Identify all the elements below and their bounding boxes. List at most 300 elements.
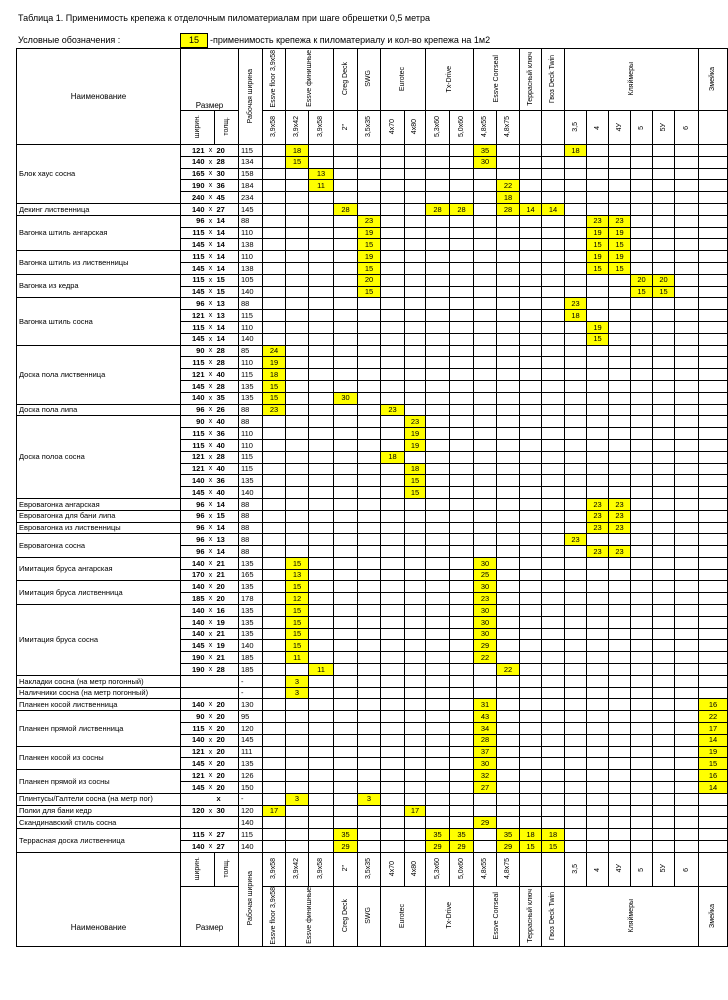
value-cell bbox=[474, 416, 497, 428]
footer-group bbox=[699, 886, 728, 946]
value-cell bbox=[474, 805, 497, 817]
size-width: 190 bbox=[181, 664, 207, 676]
size-x: x bbox=[207, 203, 215, 215]
value-cell bbox=[263, 675, 286, 687]
value-cell bbox=[286, 274, 309, 286]
value-cell bbox=[542, 251, 565, 263]
value-cell bbox=[286, 534, 309, 546]
value-cell bbox=[286, 404, 309, 416]
value-cell bbox=[565, 345, 587, 357]
value-cell bbox=[358, 770, 381, 782]
value-cell bbox=[653, 203, 675, 215]
value-cell bbox=[309, 428, 334, 440]
value-cell bbox=[520, 593, 542, 605]
size-x: x bbox=[207, 782, 215, 794]
value-cell bbox=[286, 416, 309, 428]
value-cell bbox=[309, 687, 334, 699]
size-thickness: 13 bbox=[215, 298, 239, 310]
value-cell bbox=[520, 770, 542, 782]
value-cell bbox=[542, 640, 565, 652]
value-cell bbox=[309, 498, 334, 510]
vertical-label: Гвоз Deck Twin bbox=[549, 54, 557, 103]
value-cell bbox=[609, 793, 631, 805]
value-cell: 15 bbox=[405, 487, 426, 499]
working-width: 158 bbox=[239, 168, 263, 180]
header-sub bbox=[565, 111, 587, 145]
value-cell: 23 bbox=[565, 534, 587, 546]
value-cell: 23 bbox=[609, 510, 631, 522]
vertical-label: Essve финишные bbox=[305, 887, 313, 945]
value-cell bbox=[450, 546, 474, 558]
value-cell bbox=[450, 439, 474, 451]
value-cell bbox=[587, 428, 609, 440]
value-cell bbox=[609, 298, 631, 310]
value-cell bbox=[675, 251, 699, 263]
size-x: x bbox=[207, 321, 215, 333]
value-cell bbox=[309, 380, 334, 392]
value-cell bbox=[358, 723, 381, 735]
working-width: 140 bbox=[239, 286, 263, 298]
value-cell: 23 bbox=[587, 215, 609, 227]
working-width: 88 bbox=[239, 534, 263, 546]
value-cell bbox=[520, 369, 542, 381]
value-cell bbox=[497, 380, 520, 392]
value-cell bbox=[542, 345, 565, 357]
value-cell bbox=[699, 664, 728, 676]
size-width: 140 bbox=[181, 628, 207, 640]
value-cell bbox=[405, 699, 426, 711]
footer-sub bbox=[497, 852, 520, 886]
value-cell bbox=[565, 758, 587, 770]
value-cell bbox=[653, 581, 675, 593]
value-cell bbox=[263, 439, 286, 451]
value-cell bbox=[474, 841, 497, 853]
vertical-label: 3,9x42 bbox=[293, 116, 301, 138]
value-cell bbox=[520, 734, 542, 746]
value-cell bbox=[450, 310, 474, 322]
value-cell bbox=[565, 628, 587, 640]
value-cell bbox=[358, 180, 381, 192]
value-cell bbox=[405, 156, 426, 168]
value-cell bbox=[520, 805, 542, 817]
value-cell bbox=[450, 723, 474, 735]
value-cell: 23 bbox=[587, 546, 609, 558]
value-cell bbox=[542, 793, 565, 805]
value-cell bbox=[542, 616, 565, 628]
size-width: 140 bbox=[181, 841, 207, 853]
value-cell bbox=[381, 498, 405, 510]
working-width: 185 bbox=[239, 652, 263, 664]
vertical-label: SWG bbox=[365, 907, 373, 924]
value-cell: 16 bbox=[699, 699, 728, 711]
value-cell: 23 bbox=[587, 522, 609, 534]
value-cell bbox=[675, 522, 699, 534]
value-cell bbox=[565, 215, 587, 227]
value-cell bbox=[609, 369, 631, 381]
value-cell bbox=[631, 569, 653, 581]
size-width: 96 bbox=[181, 546, 207, 558]
value-cell bbox=[565, 829, 587, 841]
value-cell bbox=[609, 274, 631, 286]
value-cell bbox=[520, 522, 542, 534]
value-cell bbox=[474, 487, 497, 499]
size-x: x bbox=[207, 251, 215, 263]
value-cell bbox=[358, 298, 381, 310]
working-width: 165 bbox=[239, 569, 263, 581]
table-row bbox=[17, 145, 728, 157]
vertical-label: 3,5x35 bbox=[365, 858, 373, 880]
value-cell bbox=[565, 687, 587, 699]
value-cell bbox=[565, 746, 587, 758]
working-width: 85 bbox=[239, 345, 263, 357]
table-row bbox=[17, 510, 728, 522]
value-cell bbox=[426, 546, 450, 558]
value-cell: 15 bbox=[286, 156, 309, 168]
size-width: 140 bbox=[181, 734, 207, 746]
product-name: Вагонка штиль сосна bbox=[17, 298, 181, 345]
value-cell bbox=[542, 439, 565, 451]
size-thickness: 20 bbox=[215, 758, 239, 770]
table-row bbox=[17, 817, 728, 829]
value-cell bbox=[309, 782, 334, 794]
value-cell bbox=[587, 369, 609, 381]
value-cell bbox=[334, 274, 358, 286]
value-cell bbox=[334, 581, 358, 593]
vertical-label: Essve финишные bbox=[305, 50, 313, 108]
value-cell bbox=[699, 687, 728, 699]
value-cell bbox=[609, 711, 631, 723]
value-cell bbox=[609, 404, 631, 416]
value-cell bbox=[699, 357, 728, 369]
value-cell bbox=[334, 793, 358, 805]
size-width: 145 bbox=[181, 487, 207, 499]
value-cell bbox=[587, 817, 609, 829]
value-cell bbox=[631, 180, 653, 192]
value-cell bbox=[334, 758, 358, 770]
size-thickness: 27 bbox=[215, 841, 239, 853]
value-cell bbox=[675, 770, 699, 782]
value-cell bbox=[334, 782, 358, 794]
value-cell bbox=[699, 274, 728, 286]
value-cell bbox=[653, 333, 675, 345]
size-thickness bbox=[215, 675, 239, 687]
vertical-label: 6 bbox=[682, 125, 690, 130]
value-cell bbox=[609, 487, 631, 499]
product-name: Планкен косой лиственница bbox=[17, 699, 181, 711]
size-thickness: 20 bbox=[215, 782, 239, 794]
value-cell bbox=[497, 593, 520, 605]
value-cell bbox=[675, 793, 699, 805]
value-cell bbox=[474, 345, 497, 357]
value-cell bbox=[405, 770, 426, 782]
size-thickness: 40 bbox=[215, 439, 239, 451]
working-width: 135 bbox=[239, 628, 263, 640]
value-cell bbox=[497, 404, 520, 416]
header-group bbox=[520, 49, 542, 111]
value-cell bbox=[450, 227, 474, 239]
value-cell: 15 bbox=[587, 262, 609, 274]
value-cell bbox=[699, 286, 728, 298]
value-cell bbox=[358, 581, 381, 593]
value-cell bbox=[520, 817, 542, 829]
value-cell: 29 bbox=[474, 640, 497, 652]
value-cell bbox=[675, 687, 699, 699]
value-cell bbox=[653, 310, 675, 322]
size-thickness: 14 bbox=[215, 215, 239, 227]
value-cell bbox=[609, 758, 631, 770]
value-cell bbox=[675, 475, 699, 487]
value-cell bbox=[565, 616, 587, 628]
value-cell bbox=[474, 451, 497, 463]
vertical-label: 5У bbox=[659, 864, 667, 873]
value-cell bbox=[263, 451, 286, 463]
value-cell bbox=[542, 782, 565, 794]
size-width: 185 bbox=[181, 593, 207, 605]
size-x: x bbox=[207, 652, 215, 664]
value-cell bbox=[334, 605, 358, 617]
footer-group bbox=[542, 886, 565, 946]
value-cell bbox=[474, 475, 497, 487]
value-cell bbox=[653, 451, 675, 463]
size-x: x bbox=[207, 699, 215, 711]
size-thickness: 30 bbox=[215, 168, 239, 180]
value-cell bbox=[653, 180, 675, 192]
value-cell bbox=[263, 652, 286, 664]
table-row bbox=[17, 522, 728, 534]
value-cell: 31 bbox=[474, 699, 497, 711]
value-cell bbox=[565, 546, 587, 558]
value-cell: 23 bbox=[381, 404, 405, 416]
value-cell bbox=[309, 711, 334, 723]
value-cell bbox=[699, 841, 728, 853]
value-cell bbox=[565, 404, 587, 416]
value-cell bbox=[631, 463, 653, 475]
value-cell bbox=[263, 180, 286, 192]
value-cell bbox=[474, 829, 497, 841]
value-cell bbox=[381, 262, 405, 274]
size-thickness: 27 bbox=[215, 203, 239, 215]
value-cell bbox=[675, 203, 699, 215]
value-cell bbox=[609, 723, 631, 735]
value-cell bbox=[381, 534, 405, 546]
value-cell bbox=[497, 640, 520, 652]
value-cell: 14 bbox=[542, 203, 565, 215]
value-cell bbox=[309, 239, 334, 251]
value-cell bbox=[450, 593, 474, 605]
value-cell: 18 bbox=[286, 145, 309, 157]
working-width: 88 bbox=[239, 298, 263, 310]
value-cell bbox=[565, 581, 587, 593]
value-cell bbox=[565, 605, 587, 617]
value-cell bbox=[565, 227, 587, 239]
size-width: 121 bbox=[181, 451, 207, 463]
size-x: x bbox=[207, 215, 215, 227]
value-cell bbox=[381, 699, 405, 711]
footer-sub bbox=[405, 852, 426, 886]
value-cell bbox=[565, 321, 587, 333]
value-cell bbox=[309, 345, 334, 357]
size-x: x bbox=[207, 593, 215, 605]
value-cell bbox=[653, 262, 675, 274]
value-cell bbox=[334, 439, 358, 451]
value-cell bbox=[542, 723, 565, 735]
vertical-label: 5 bbox=[637, 867, 645, 872]
size-x: x bbox=[207, 510, 215, 522]
working-width: 140 bbox=[239, 333, 263, 345]
value-cell: 19 bbox=[587, 227, 609, 239]
footer-sub bbox=[587, 852, 609, 886]
value-cell bbox=[309, 227, 334, 239]
value-cell bbox=[542, 156, 565, 168]
vertical-label: Террасный ключ bbox=[526, 888, 534, 943]
value-cell bbox=[286, 664, 309, 676]
value-cell bbox=[542, 298, 565, 310]
value-cell bbox=[587, 286, 609, 298]
value-cell bbox=[631, 605, 653, 617]
value-cell bbox=[520, 687, 542, 699]
value-cell: 22 bbox=[497, 180, 520, 192]
working-width: 135 bbox=[239, 616, 263, 628]
working-width: 126 bbox=[239, 770, 263, 782]
value-cell bbox=[381, 782, 405, 794]
value-cell bbox=[699, 616, 728, 628]
value-cell bbox=[334, 180, 358, 192]
value-cell bbox=[609, 286, 631, 298]
value-cell: 15 bbox=[631, 286, 653, 298]
value-cell bbox=[565, 734, 587, 746]
value-cell bbox=[426, 310, 450, 322]
footer-sub bbox=[565, 852, 587, 886]
product-name: Блок хаус сосна bbox=[17, 145, 181, 204]
value-cell bbox=[426, 652, 450, 664]
value-cell bbox=[497, 770, 520, 782]
value-cell bbox=[426, 569, 450, 581]
value-cell: 17 bbox=[405, 805, 426, 817]
size-width: 90 bbox=[181, 711, 207, 723]
value-cell bbox=[426, 380, 450, 392]
value-cell bbox=[609, 557, 631, 569]
vertical-label: 4x70 bbox=[388, 860, 396, 877]
value-cell bbox=[334, 298, 358, 310]
value-cell bbox=[565, 699, 587, 711]
size-thickness: 15 bbox=[215, 274, 239, 286]
value-cell: 19 bbox=[358, 227, 381, 239]
value-cell bbox=[631, 321, 653, 333]
footer-group bbox=[474, 886, 520, 946]
value-cell bbox=[675, 487, 699, 499]
vertical-label: 3,5x35 bbox=[365, 116, 373, 138]
value-cell bbox=[631, 793, 653, 805]
size-thickness: 28 bbox=[215, 156, 239, 168]
value-cell bbox=[631, 770, 653, 782]
value-cell bbox=[263, 463, 286, 475]
size-x: x bbox=[207, 723, 215, 735]
size-thickness: 14 bbox=[215, 227, 239, 239]
working-width: 88 bbox=[239, 510, 263, 522]
value-cell bbox=[334, 569, 358, 581]
value-cell bbox=[450, 770, 474, 782]
value-cell bbox=[381, 286, 405, 298]
value-cell bbox=[286, 345, 309, 357]
value-cell bbox=[381, 416, 405, 428]
value-cell: 20 bbox=[653, 274, 675, 286]
value-cell bbox=[334, 369, 358, 381]
value-cell bbox=[309, 734, 334, 746]
value-cell bbox=[631, 758, 653, 770]
header-size bbox=[181, 49, 239, 111]
value-cell bbox=[631, 817, 653, 829]
value-cell bbox=[263, 510, 286, 522]
value-cell bbox=[675, 805, 699, 817]
value-cell bbox=[675, 734, 699, 746]
size-thickness: 40 bbox=[215, 487, 239, 499]
value-cell bbox=[699, 605, 728, 617]
value-cell bbox=[653, 605, 675, 617]
value-cell: 19 bbox=[358, 251, 381, 263]
value-cell: 18 bbox=[497, 192, 520, 204]
value-cell bbox=[653, 628, 675, 640]
header-sub bbox=[286, 111, 309, 145]
value-cell bbox=[286, 168, 309, 180]
value-cell bbox=[497, 439, 520, 451]
value-cell: 22 bbox=[474, 652, 497, 664]
value-cell bbox=[450, 498, 474, 510]
value-cell bbox=[542, 286, 565, 298]
value-cell: 23 bbox=[587, 498, 609, 510]
value-cell: 18 bbox=[565, 145, 587, 157]
value-cell bbox=[309, 569, 334, 581]
value-cell bbox=[426, 345, 450, 357]
value-cell bbox=[405, 310, 426, 322]
value-cell bbox=[497, 487, 520, 499]
value-cell bbox=[263, 746, 286, 758]
value-cell bbox=[358, 380, 381, 392]
working-width: 130 bbox=[239, 699, 263, 711]
vertical-label: 5 bbox=[637, 125, 645, 130]
value-cell bbox=[565, 770, 587, 782]
legend-text: -применимость крепежа к пиломатериалу и кол-во крепежа на 1м2 bbox=[210, 35, 491, 45]
value-cell: 43 bbox=[474, 711, 497, 723]
value-cell bbox=[587, 439, 609, 451]
table-row bbox=[17, 746, 728, 758]
value-cell bbox=[587, 298, 609, 310]
value-cell bbox=[587, 557, 609, 569]
value-cell bbox=[405, 534, 426, 546]
value-cell bbox=[450, 793, 474, 805]
value-cell bbox=[450, 782, 474, 794]
value-cell bbox=[358, 829, 381, 841]
value-cell: 15 bbox=[286, 557, 309, 569]
working-width: - bbox=[239, 793, 263, 805]
value-cell bbox=[653, 534, 675, 546]
value-cell bbox=[497, 569, 520, 581]
value-cell bbox=[675, 192, 699, 204]
value-cell bbox=[334, 628, 358, 640]
value-cell bbox=[587, 675, 609, 687]
value-cell bbox=[565, 333, 587, 345]
value-cell bbox=[699, 593, 728, 605]
size-width bbox=[181, 793, 207, 805]
working-width: 120 bbox=[239, 805, 263, 817]
fastener-table bbox=[16, 48, 728, 947]
size-width: 140 bbox=[181, 581, 207, 593]
value-cell bbox=[286, 498, 309, 510]
value-cell bbox=[263, 793, 286, 805]
value-cell bbox=[405, 262, 426, 274]
value-cell bbox=[405, 203, 426, 215]
value-cell bbox=[653, 805, 675, 817]
value-cell bbox=[609, 392, 631, 404]
